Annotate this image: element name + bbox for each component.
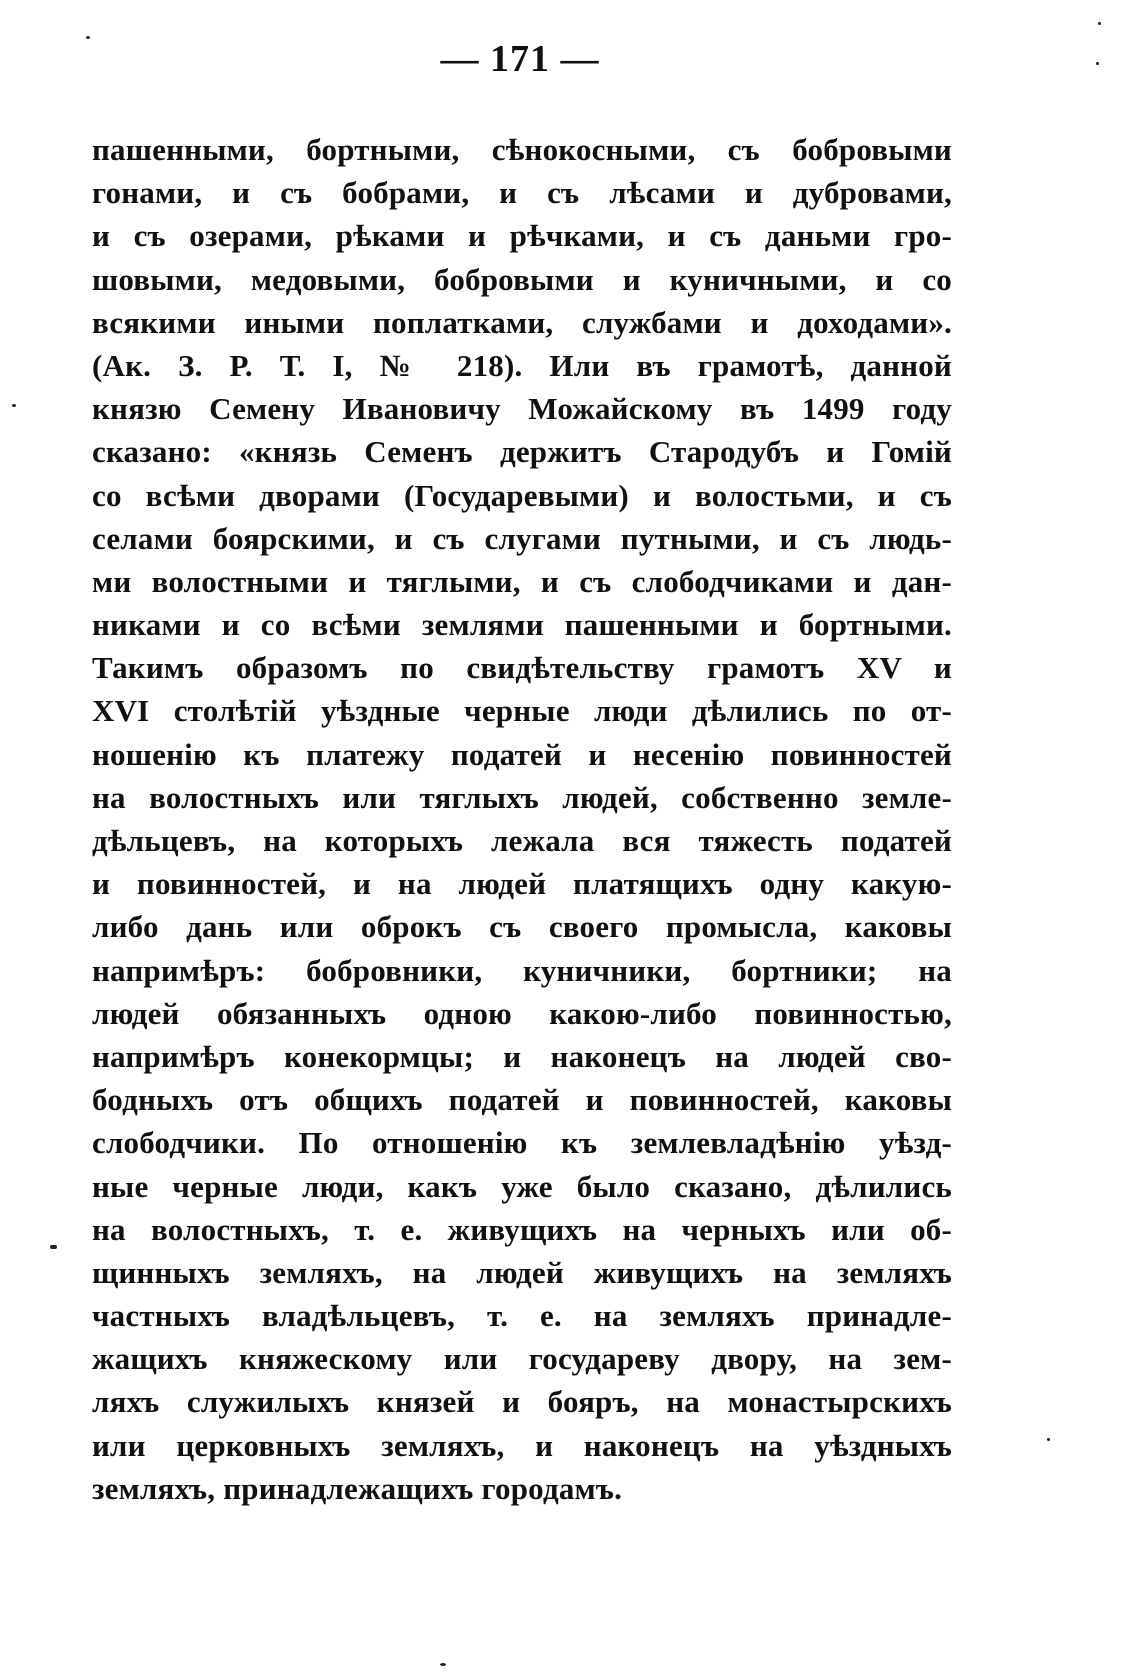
scan-speck [1096, 62, 1099, 65]
text-line: на волостныхъ или тяглыхъ людей, собственно земле- [92, 779, 952, 815]
text-line: гонами, и съ бобрами, и съ лѣсами и дубровами, [92, 175, 952, 211]
text-line: пашенными, бортными, сѣнокосными, съ бобровыми [92, 132, 952, 167]
text-line: ми волостными и тяглыми, и съ слободчиками и дан- [92, 563, 952, 599]
text-line: князю Семену Ивановичу Можайскому въ 1499 году [92, 391, 952, 427]
text-line: ные черные люди, какъ уже было сказано, дѣлились [92, 1168, 952, 1204]
text-line: частныхъ владѣльцевъ, т. е. на земляхъ принадле- [92, 1298, 952, 1334]
text-line: или церковныхъ земляхъ, и наконецъ на уѣздныхъ [92, 1427, 952, 1463]
text-line: на волостныхъ, т. е. живущихъ на черныхъ или об- [92, 1211, 952, 1247]
text-line: слободчики. По отношенію къ землевладѣнію уѣзд- [92, 1125, 952, 1161]
text-line: сказано: «князь Семенъ держитъ Стародубъ и Гомій [92, 434, 952, 470]
text-line: шовыми, медовыми, бобровыми и куничными, и со [92, 261, 952, 297]
text-line: со всѣми дворами (Государевыми) и волостьми, и съ [92, 477, 952, 513]
scan-speck [12, 404, 16, 407]
page-number: — 171 — [440, 38, 600, 80]
text-line: напримѣръ конекормцы; и наконецъ на людей сво- [92, 1038, 952, 1074]
text-line: напримѣръ: бобровники, куничники, бортники; на [92, 952, 952, 988]
body-text [92, 128, 952, 1510]
text-line: либо дань или оброкъ съ своего промысла, каковы [92, 909, 952, 945]
scan-speck [440, 1663, 446, 1666]
scan-speck [1098, 22, 1101, 25]
text-line: и повинностей, и на людей платящихъ одну какую- [92, 866, 952, 902]
text-line-last: земляхъ, принадлежащихъ городамъ. [92, 1470, 623, 1506]
text-line: дѣльцевъ, на которыхъ лежала вся тяжесть податей [92, 823, 952, 858]
text-line: всякими иными поплатками, службами и доходами». [92, 304, 952, 340]
text-line: жащихъ княжескому или государеву двору, на зем- [92, 1341, 952, 1377]
scan-speck [50, 1245, 57, 1249]
text-line: ношенію къ платежу податей и несенію повинностей [92, 736, 952, 772]
scan-speck [86, 36, 90, 39]
text-line: и съ озерами, рѣками и рѣчками, и съ даньми гро- [92, 218, 952, 254]
text-line: никами и со всѣми землями пашенными и бортными. [92, 607, 952, 643]
text-line: бодныхъ отъ общихъ податей и повинностей, каковы [92, 1082, 952, 1118]
text-line: щинныхъ земляхъ, на людей живущихъ на земляхъ [92, 1254, 952, 1290]
text-line: XVI столѣтій уѣздные черные люди дѣлились по от- [92, 693, 952, 729]
text-line: Такимъ образомъ по свидѣтельству грамотъ XV и [92, 650, 952, 686]
text-line: (Ак. З. Р. Т. I, № 218). Или въ грамотѣ, данной [92, 347, 952, 383]
text-line: селами боярскими, и съ слугами путными, и съ людь- [92, 520, 952, 556]
text-line: людей обязанныхъ одною какою-либо повинностью, [92, 995, 952, 1031]
text-line: ляхъ служилыхъ князей и бояръ, на монастырскихъ [92, 1384, 952, 1420]
scan-speck [1047, 1438, 1050, 1441]
